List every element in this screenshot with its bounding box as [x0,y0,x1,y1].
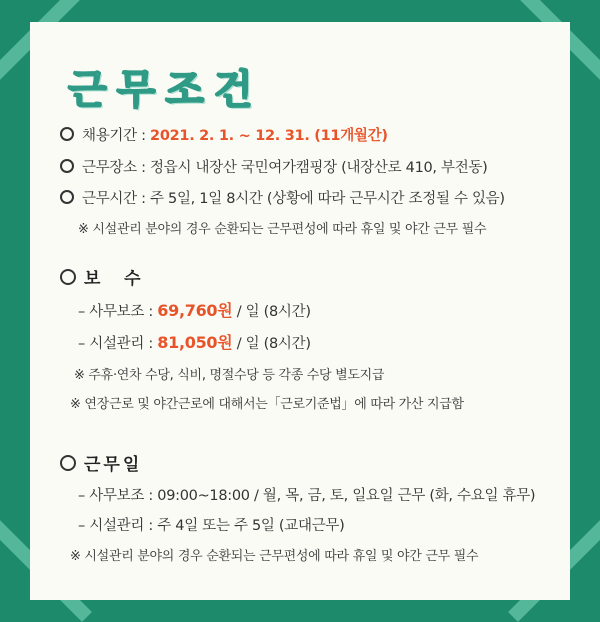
workdays-note: ※ 시설관리 분야의 경우 순환되는 근무편성에 따라 휴일 및 야간 근무 필수 [70,549,479,564]
work-hours [60,187,505,208]
pay-facility-unit: / 일 (8시간) [232,336,311,352]
workdays-facility: – 시설관리 : 주 4일 또는 주 5일 (교대근무) [78,518,345,534]
employment-period [60,124,388,145]
place-label: 근무장소 : [82,160,151,176]
pay-office-unit: / 일 (8시간) [232,304,311,320]
bullet-circle-icon [60,127,74,141]
pay-facility-label: – 시설관리 : [78,336,158,352]
hours-label: 근무시간 : [82,191,151,207]
work-place [60,156,488,177]
pay-note-1: ※ 주휴·연차 수당, 식비, 명절수당 등 각종 수당 별도지급 [74,368,385,383]
hours-value: 주 5일, 1일 8시간 (상황에 따라 근무시간 조정될 수 있음) [150,191,505,207]
pay-office-label: – 사무보조 : [78,304,158,320]
workdays-office: – 사무보조 : 09:00~18:00 / 월, 목, 금, 토, 일요일 근무 (화, 수요일 휴무) [78,488,536,504]
pay-office [78,298,311,321]
pay-heading: 보 수 [60,264,141,289]
bullet-circle-icon [60,159,74,173]
page-title: 근무조건 [68,67,263,113]
period-value: 2021. 2. 1. ~ 12. 31. (11개월간) [150,128,388,144]
pay-note-2: ※ 연장근로 및 야간근로에 대해서는「근로기준법」에 따라 가산 지급함 [70,397,464,412]
bullet-circle-icon [60,190,74,204]
place-value: 정읍시 내장산 국민여가캠핑장 (내장산로 410, 부전동) [150,160,488,176]
period-label: 채용기간 : [82,128,151,144]
pay-facility-value: 81,050원 [157,333,233,352]
pay-office-value: 69,760원 [157,301,233,320]
bullet-circle-icon [60,269,76,285]
conditions-note: ※ 시설관리 분야의 경우 순환되는 근무편성에 따라 휴일 및 야간 근무 필수 [78,222,487,237]
pay-facility [78,330,311,353]
bullet-circle-icon [60,455,76,471]
workdays-heading: 근무일 [60,450,142,475]
